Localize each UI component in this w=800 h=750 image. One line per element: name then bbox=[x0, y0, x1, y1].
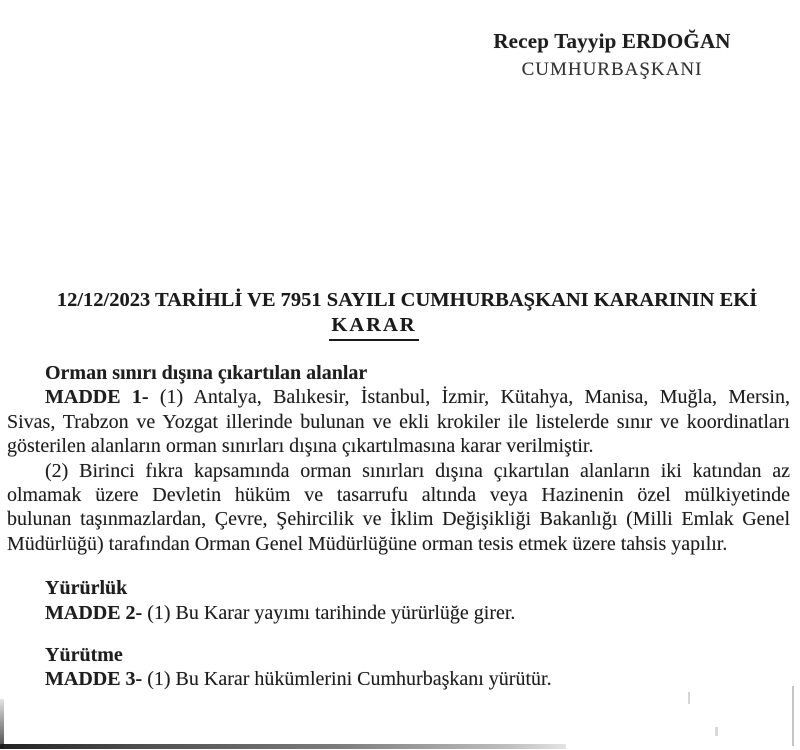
madde-1-fikra-2-line-2: olmamak üzere Devletin hüküm ve tasarrufu altında veya Hazinenin özel mülkiyetinde bbox=[7, 484, 790, 507]
madde-2-line: MADDE 2- (1) Bu Karar yayımı tarihinde yürürlüğe girer. bbox=[45, 601, 516, 624]
president-name: Recep Tayyip ERDOĞAN bbox=[493, 29, 731, 53]
president-title: CUMHURBAŞKANI bbox=[521, 59, 703, 80]
scan-artifact-right-edge bbox=[792, 686, 794, 746]
madde-3-line: MADDE 3- (1) Bu Karar hükümlerini Cumhurbaşkanı yürütür. bbox=[45, 668, 552, 691]
madde-1-fikra-2-line-1: (2) Birinci fıkra kapsamında orman sınırları dışına çıkartılan alanların iki katından az bbox=[45, 459, 790, 482]
decree-title bbox=[14, 288, 800, 341]
scan-artifact-left-edge bbox=[0, 699, 4, 749]
madde-1-fikra-2-line-4: Müdürlüğü) tarafından Orman Genel Müdürlüğüne orman tesis etmek üzere tahsis yapılır. bbox=[7, 532, 728, 555]
madde-1-fikra-2-line-3: bulunan taşınmazlardan, Çevre, Şehircilik ve İklim Değişikliği Bakanlığı (Milli Emlak Genel bbox=[7, 508, 790, 531]
heading-yururluk: Yürürlük bbox=[45, 577, 128, 600]
madde-1-line-2: Sivas, Trabzon ve Yozgat illerinde bulunan ve ekli krokiler ile listelerde sınır ve koordinatları bbox=[7, 410, 790, 433]
decree-title-line2: KARAR bbox=[329, 313, 418, 341]
madde-1-line-3: gösterilen alanların orman sınırları dışına çıkartılmasına karar verilmiştir. bbox=[7, 435, 594, 458]
scan-artifact-speck bbox=[688, 692, 690, 704]
heading-yurutme: Yürütme bbox=[45, 644, 123, 667]
heading-orman-siniri: Orman sınırı dışına çıkartılan alanlar bbox=[45, 362, 368, 384]
decree-body bbox=[7, 361, 790, 692]
signature-block bbox=[462, 29, 762, 82]
scan-artifact-speck bbox=[715, 727, 718, 736]
madde-1-line-1: MADDE 1- (1) Antalya, Balıkesir, İstanbul, İzmir, Kütahya, Manisa, Muğla, Mersin, bbox=[45, 386, 790, 409]
scan-artifact-bottom-streak bbox=[0, 744, 566, 749]
decree-title-line1: 12/12/2023 TARİHLİ VE 7951 SAYILI CUMHURBAŞKANI KARARININ EKİ bbox=[56, 289, 758, 311]
